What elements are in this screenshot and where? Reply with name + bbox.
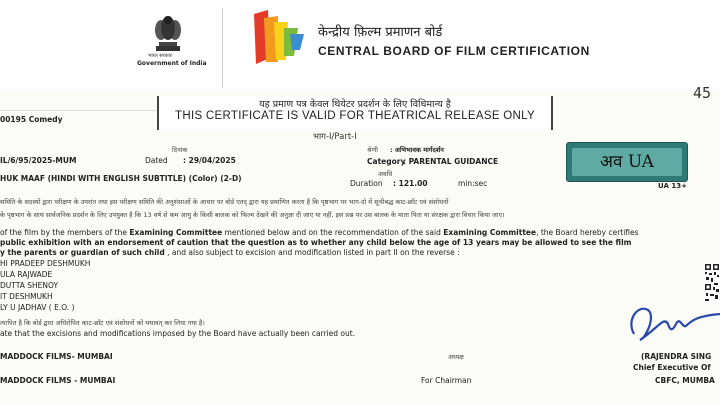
chairman-hindi: अध्यक्ष — [448, 353, 464, 361]
body-english-1 — [0, 228, 639, 237]
member-4: IT DESHMUKH — [0, 292, 53, 301]
body-hindi-2: के पृष्ठभाग के साथ सार्वजनिक प्रदर्शन के लिए उपयुक्त है कि 13 वर्ष से कम आयु के किसी बालक को फिल्म देखने की अनुज्ञा दी जाए या नहीं, इस प्रश्न पर उस बालक के माता पिता या संरक्षक द्वारा विचार किया जाए। — [0, 211, 505, 219]
duration-value: : 121.00 — [393, 179, 428, 188]
body-hindi-1: समिति के सदस्यों द्वारा परीक्षण के उपरांत तथा इस परीक्षण समिति की अनुशंसाओं के आधार पर बोर्ड एतद् द्वारा यह प्रमाणित करता है कि पृष्ठभाग पर भाग-दो में सूचीबद्ध काट-छाँट एवं संशोधनों — [0, 198, 449, 206]
category-label-hindi: श्रेणी — [367, 146, 378, 154]
header-divider — [222, 8, 223, 88]
member-3: DUTTA SHENOY — [0, 281, 59, 290]
goi-english: Government of India — [137, 60, 207, 67]
body-english-2: public exhibition with an endorsement of caution that the question as to whether any child below the age of 13 years may be allowed to see the film — [0, 238, 632, 247]
duration-unit: min:sec — [458, 179, 488, 188]
signatory-title: Chief Executive Of — [633, 363, 711, 372]
body-en-1b: Examining Committee — [129, 228, 223, 237]
category-value-hindi: : अभिभावक मार्गदर्शन — [390, 146, 444, 154]
date-label: Dated — [145, 156, 168, 165]
qr-code-icon — [704, 263, 720, 303]
duration-label-hindi: अवधि — [378, 170, 393, 178]
board-name-hindi: केन्द्रीय फ़िल्म प्रमाणन बोर्ड — [318, 25, 443, 40]
national-emblem-icon — [150, 12, 186, 54]
validity-english: THIS CERTIFICATE IS VALID FOR THEATRICAL RELEASE ONLY — [175, 110, 535, 122]
signatory-place: CBFC, MUMBA — [655, 376, 715, 385]
rating-sub: UA 13+ — [658, 182, 687, 190]
validity-hindi: यह प्रमाण पत्र केवल थियेटर प्रदर्शन के लिए विधिमान्य है — [259, 99, 451, 110]
cbfc-logo-icon — [248, 10, 304, 66]
part-label: भाग-I/Part-I — [313, 132, 357, 142]
body-en-1e: , the Board hereby certifies — [536, 228, 639, 237]
applicant-2: MADDOCK FILMS - MUMBAI — [0, 376, 116, 385]
body-english-3 — [0, 248, 460, 257]
body-english-4: ate that the excisions and modifications imposed by the Board have actually been carried out. — [0, 329, 356, 338]
rating-badge — [566, 142, 688, 182]
rule-line — [0, 110, 157, 111]
goi-hindi: भारत सरकार — [148, 53, 172, 59]
date-label-hindi: दिनांक — [172, 146, 188, 154]
validity-box — [157, 96, 553, 130]
body-en-1d: Examining Committee — [443, 228, 537, 237]
body-en-3b: , and also subject to excision and modification listed in part II on the reverse : — [164, 248, 460, 257]
body-en-3a: y the parents or guardian of such child — [0, 248, 165, 257]
body-en-1c: mentioned below and on the recommendation of the said — [222, 228, 444, 237]
body-hindi-3: त्यापित है कि बोर्ड द्वारा अधिरोपित काट-छाँट एवं संशोधनों को यथावत् कर लिया गया है। — [0, 319, 205, 327]
certificate-number: 45 — [693, 84, 712, 102]
signature-icon — [628, 298, 720, 346]
for-chairman: For Chairman — [421, 376, 472, 385]
rating-badge-text: अव UA — [572, 148, 682, 176]
body-en-1a: of the film by the members of the — [0, 228, 130, 237]
duration-label: Duration — [350, 179, 383, 188]
applicant-1: MADDOCK FILMS- MUMBAI — [0, 352, 113, 361]
member-5: LY U JADHAV ( E.O. ) — [0, 303, 75, 312]
category-label: Category — [367, 157, 406, 166]
reference-number: IL/6/95/2025-MUM — [0, 156, 77, 165]
film-title: HUK MAAF (HINDI WITH ENGLISH SUBTITLE) (Color) (2-D) — [0, 174, 242, 183]
board-name-english: CENTRAL BOARD OF FILM CERTIFICATION — [318, 44, 590, 58]
signatory-name: (RAJENDRA SING — [641, 352, 712, 361]
code-genre: 00195 Comedy — [0, 115, 63, 124]
member-2: ULA RAJWADE — [0, 270, 53, 279]
member-1: HI PRADEEP DESHMUKH — [0, 259, 91, 268]
category-value: : PARENTAL GUIDANCE — [403, 157, 499, 166]
date-value: : 29/04/2025 — [183, 156, 236, 165]
